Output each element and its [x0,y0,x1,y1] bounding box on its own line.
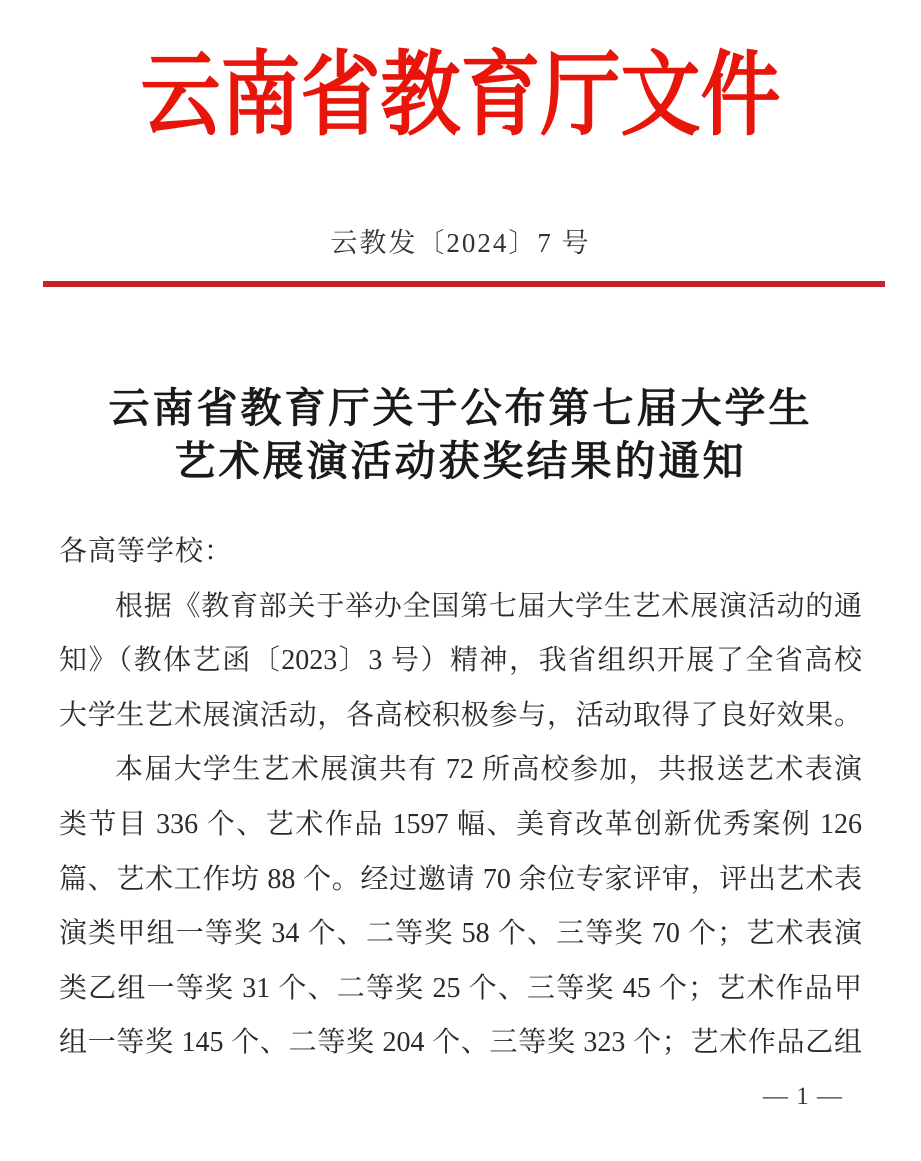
body-text-line: 类节目 336 个、艺术作品 1597 幅、美育改革创新优秀案例 126 [59,808,862,840]
body-text-line: 组一等奖 145 个、二等奖 204 个、三等奖 323 个；艺术作品乙组 [59,1027,862,1059]
body-text-line: 大学生艺术展演活动，各高校积极参与，活动取得了良好效果。 [59,699,862,731]
document-title-line-1: 云南省教育厅关于公布第七届大学生 [108,385,813,431]
body-text-line: 本届大学生艺术展演共有 72 所高校参加，共报送艺术表演 [115,754,862,786]
document-number: 云教发〔2024〕7 号 [330,228,591,258]
body-text-line: 根据《教育部关于举办全国第七届大学生艺术展演活动的通 [115,590,862,622]
document-body [59,525,862,1071]
document-title-line-2: 艺术展演活动获奖结果的通知 [174,438,747,484]
red-divider-line [43,281,885,287]
body-text-line: 类乙组一等奖 31 个、二等奖 25 个、三等奖 45 个；艺术作品甲 [59,972,862,1004]
document-header-title: 云南省教育厅文件 [140,46,781,148]
body-text-line: 篇、艺术工作坊 88 个。经过邀请 70 余位专家评审，评出艺术表 [59,863,862,895]
body-text-line: 知》（教体艺函〔2023〕3 号）精神，我省组织开展了全省高校 [59,645,862,677]
page-number: — 1 — [763,1083,843,1110]
body-text-line: 演类甲组一等奖 34 个、二等奖 58 个、三等奖 70 个；艺术表演 [59,918,862,950]
salutation-line: 各高等学校： [59,536,234,567]
document-title [0,382,921,488]
